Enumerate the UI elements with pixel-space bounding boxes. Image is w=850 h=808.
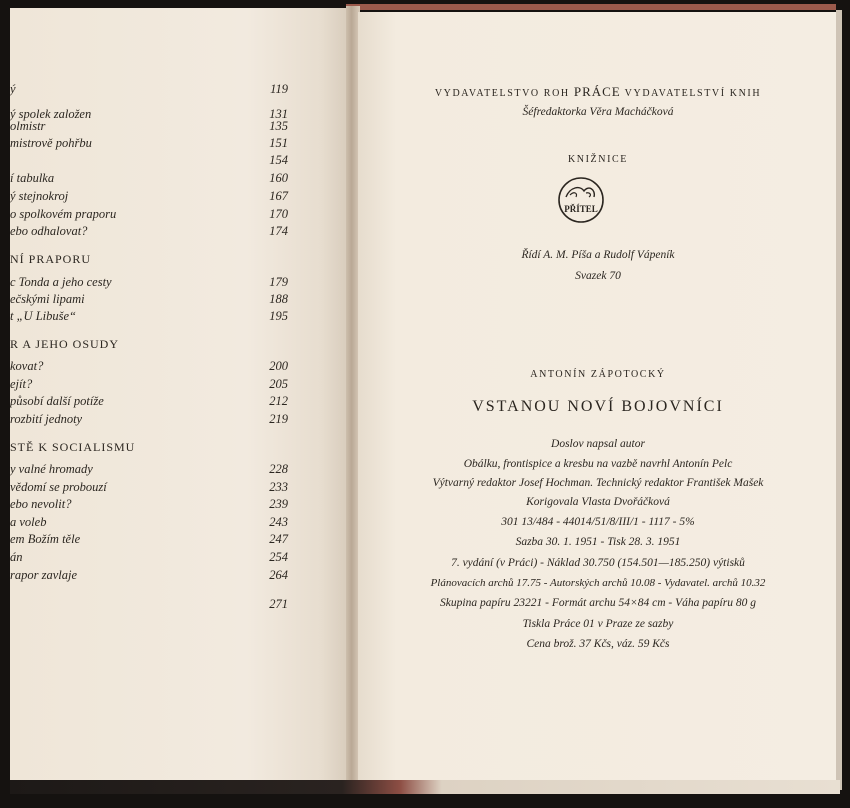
- toc-item: 154: [269, 153, 288, 167]
- series-logo-icon: [556, 175, 606, 225]
- toc-section-heading: NÍ PRAPORU: [10, 252, 92, 266]
- toc-item: ebo odhalovat? 174: [10, 224, 288, 238]
- toc-item: t „U Libuše“ 195: [10, 309, 288, 323]
- imprint-line: Sazba 30. 1. 1951 - Tisk 28. 3. 1951: [515, 536, 681, 548]
- imprint-line: Tiskla Práce 01 v Praze ze sazby: [522, 618, 674, 630]
- toc-item-last: 271: [269, 597, 288, 611]
- toc-section-heading: STĚ K SOCIALISMU: [10, 440, 136, 454]
- book-cover-bottom: [10, 780, 840, 794]
- toc-item: působí další potíže 212: [10, 394, 288, 408]
- toc-item: kovat? 200: [10, 359, 288, 373]
- toc-item: c Tonda a jeho cesty 179: [10, 275, 288, 289]
- imprint-line: 301 13/484 - 44014/51/8/III/1 - 1117 - 5%: [501, 516, 695, 528]
- left-page: [10, 8, 348, 783]
- right-page: [358, 12, 838, 782]
- toc-item: y valné hromady 228: [10, 462, 288, 476]
- toc-item: mistrově pohřbu 151: [10, 136, 288, 150]
- series-editors: Řídí A. M. Píša a Rudolf Vápeník: [521, 249, 675, 261]
- editor-in-chief: Šéfredaktorka Věra Macháčková: [522, 106, 674, 118]
- page-edge: [836, 10, 842, 790]
- toc-item: vědomí se probouzí 233: [10, 480, 288, 494]
- book-cover-top: [346, 4, 836, 10]
- imprint-line: Skupina papíru 23221 - Formát archu 54×84 cm - Váha papíru 80 g: [440, 597, 756, 609]
- toc-item: ečskými lipami 188: [10, 292, 288, 306]
- toc-item: ebo nevolit? 239: [10, 497, 288, 511]
- imprint-line: Doslov napsal autor: [551, 438, 645, 450]
- toc-item: a voleb 243: [10, 515, 288, 529]
- publisher-line: VYDAVATELSTVO ROH PRÁCE VYDAVATELSTVÍ KNIH: [434, 84, 762, 99]
- volume-number: Svazek 70: [575, 270, 621, 282]
- imprint-line: Plánovacích archů 17.75 - Autorských archů 10.08 - Vydavatel. archů 10.32: [430, 577, 766, 589]
- toc-section-heading: R A JEHO OSUDY: [10, 337, 120, 351]
- imprint-line: Obálku, frontispice a kresbu na vazbě navrhl Antonín Pelc: [463, 458, 733, 470]
- toc-item: o spolkovém praporu 170: [10, 207, 288, 221]
- toc-item: ý stejnokroj 167: [10, 189, 288, 203]
- logo-text: PŘÍTEL: [564, 204, 598, 214]
- toc-item: em Božím těle 247: [10, 532, 288, 546]
- toc-item: í tabulka 160: [10, 171, 288, 185]
- toc-item: ý spolek založen 131: [10, 107, 288, 121]
- toc-item: ý 119: [10, 82, 288, 96]
- imprint-line: Cena brož. 37 Kčs, váz. 59 Kčs: [526, 638, 670, 650]
- toc-item: rapor zavlaje 264: [10, 568, 288, 582]
- toc-item: ejít? 205: [10, 377, 288, 391]
- imprint-line: Výtvarný redaktor Josef Hochman. Technický redaktor František Mašek: [432, 477, 764, 489]
- imprint-line: Korigovala Vlasta Dvořáčková: [526, 496, 670, 508]
- author-name: ANTONÍN ZÁPOTOCKÝ: [530, 369, 666, 380]
- toc-item: rozbití jednoty 219: [10, 412, 288, 426]
- series-label: KNIŽNICE: [567, 154, 628, 165]
- imprint-line: 7. vydání (v Práci) - Náklad 30.750 (154.501—185.250) výtisků: [451, 557, 745, 569]
- toc-item: án 254: [10, 550, 288, 564]
- book-title: VSTANOU NOVÍ BOJOVNÍCI: [472, 398, 724, 415]
- toc-item: olmistr 135: [10, 119, 288, 133]
